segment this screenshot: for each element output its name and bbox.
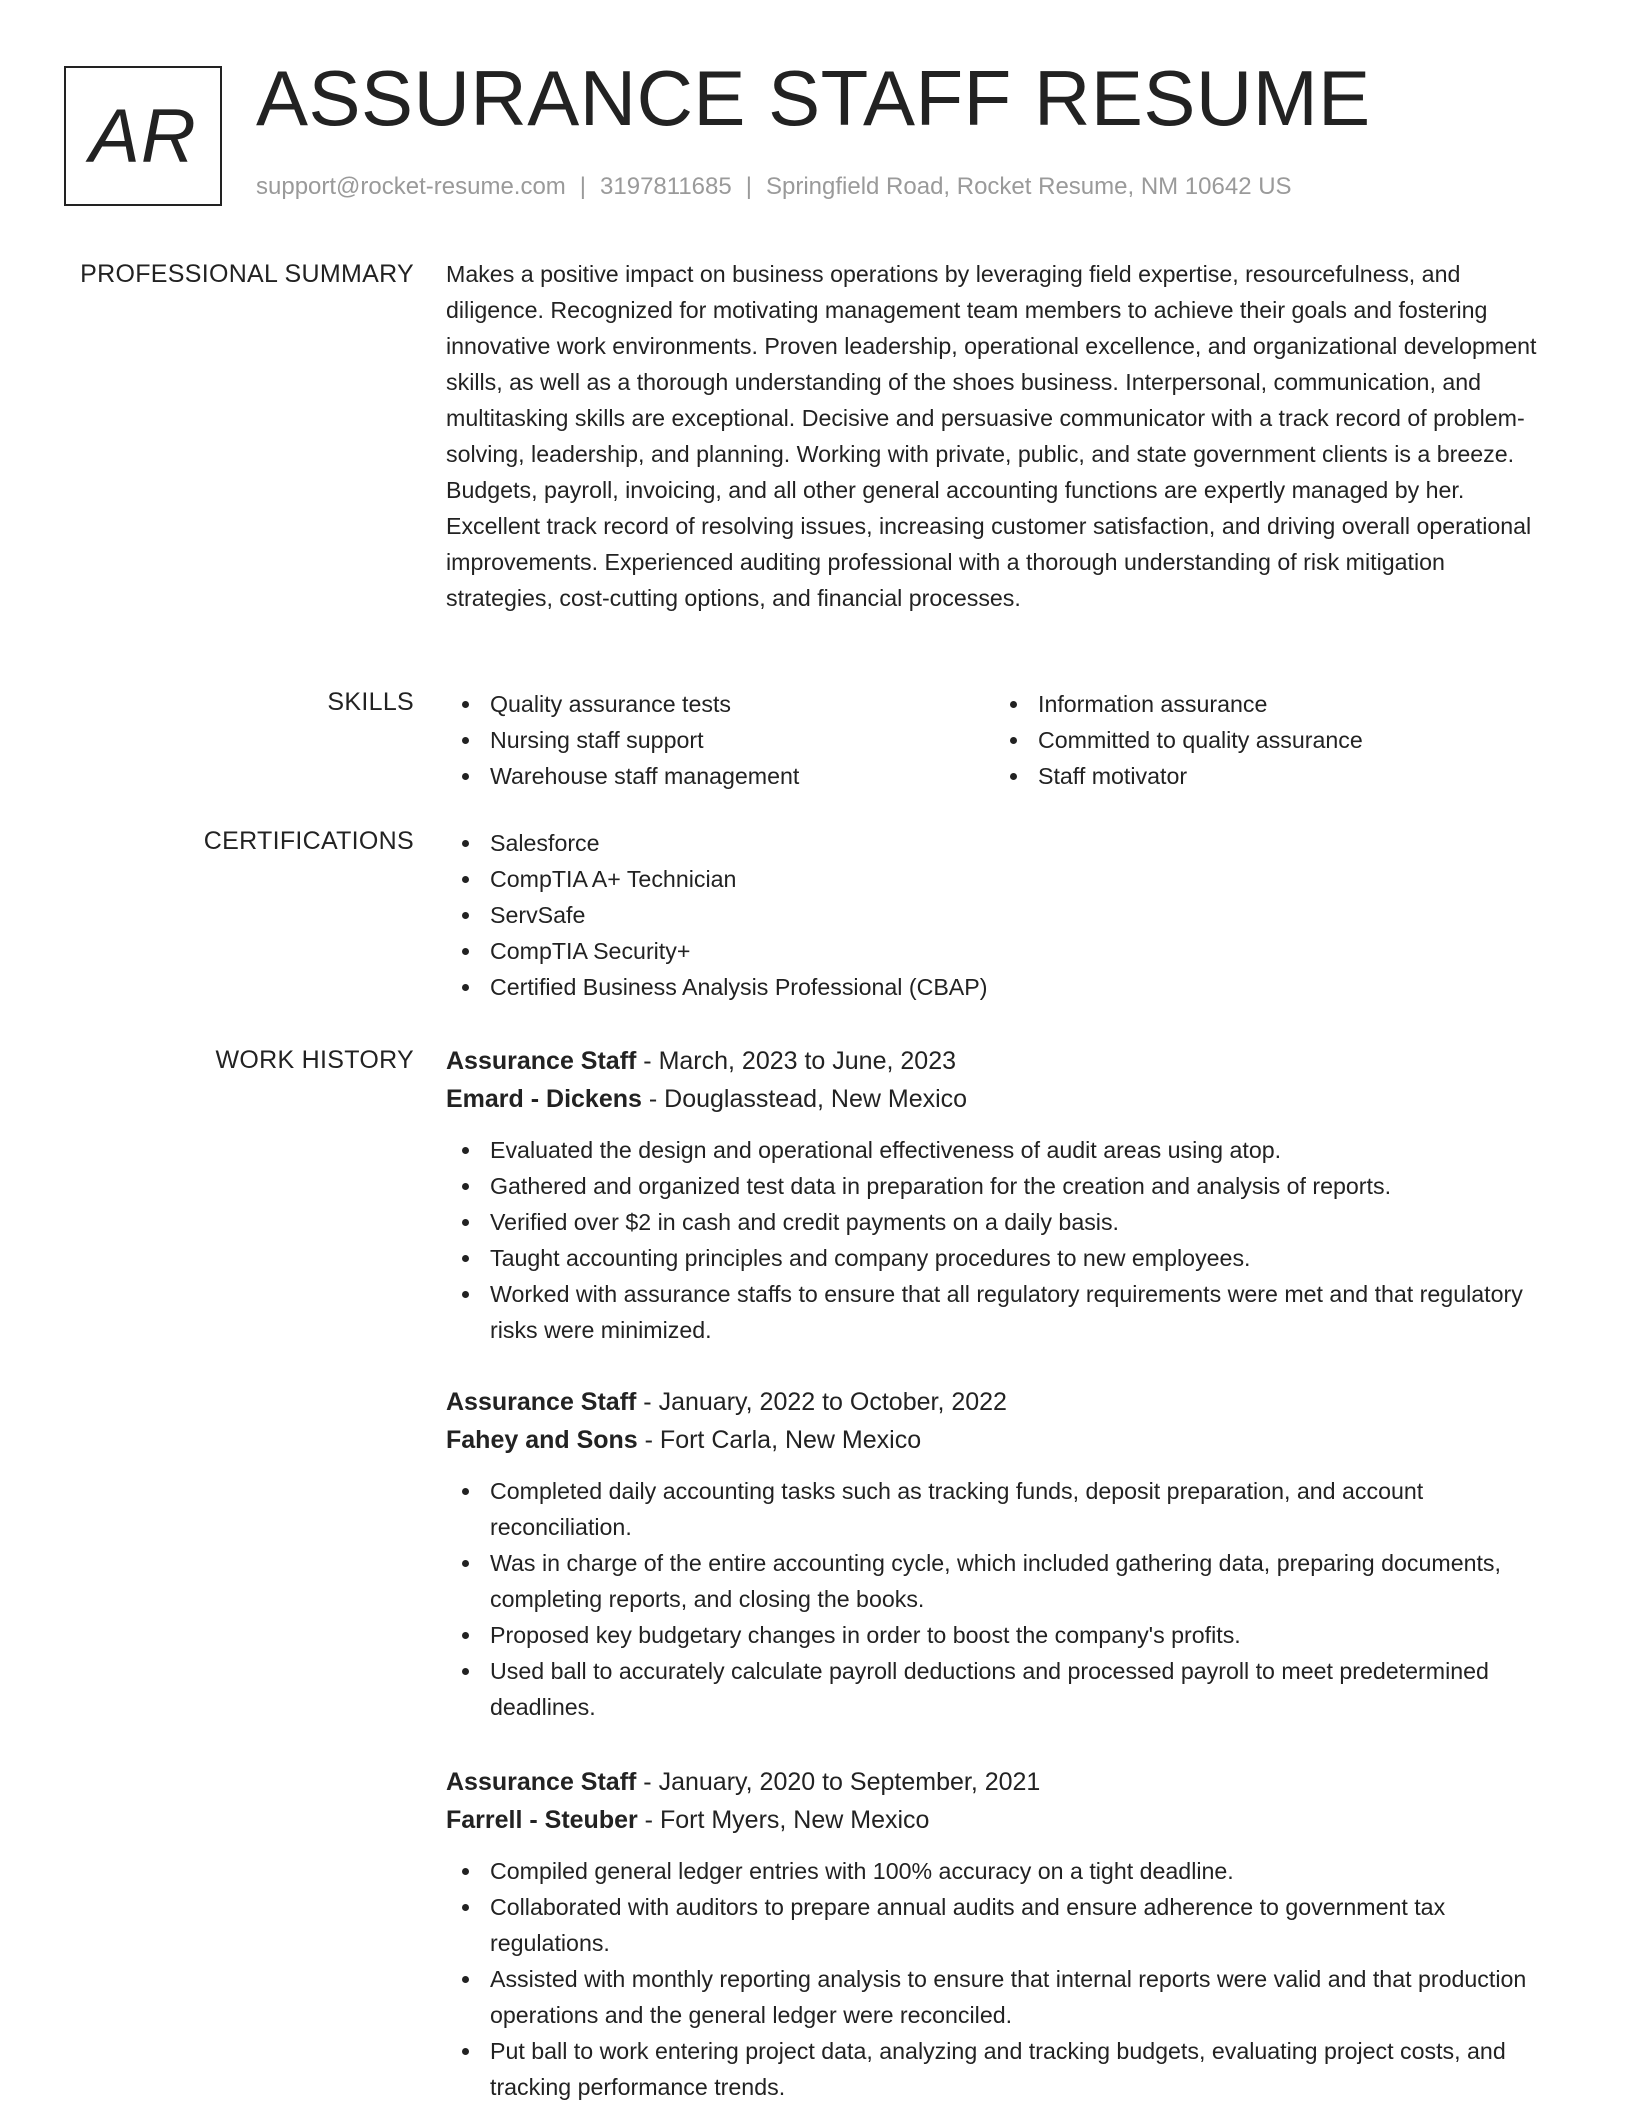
job-bullet: Gathered and organized test data in preparation for the creation and analysis of reports.	[446, 1168, 1558, 1204]
skills-column-left	[446, 686, 994, 794]
job-location: - Fort Myers, New Mexico	[637, 1806, 930, 1834]
contact-email: support@rocket-resume.com	[256, 173, 566, 200]
job-bullet: Worked with assurance staffs to ensure that all regulatory requirements were met and that regulatory risks were minimized.	[446, 1276, 1558, 1348]
job-bullet: Taught accounting principles and company procedures to new employees.	[446, 1240, 1558, 1276]
skill-item: Quality assurance tests	[446, 686, 994, 722]
job-bullet: Compiled general ledger entries with 100% accuracy on a tight deadline.	[446, 1853, 1558, 1889]
job-bullet: Put ball to work entering project data, analyzing and tracking budgets, evaluating project costs, and tracking performance trends.	[446, 2033, 1558, 2105]
job-entry	[446, 1042, 1558, 1348]
job-dates: - March, 2023 to June, 2023	[636, 1047, 957, 1075]
job-title-line	[446, 1042, 1558, 1080]
skills-column-right	[994, 686, 1542, 794]
section-label-skills: SKILLS	[327, 688, 414, 716]
monogram-initials: AR	[89, 93, 197, 179]
resume-title: ASSURANCE STAFF RESUME	[256, 54, 1371, 142]
job-bullet: Proposed key budgetary changes in order to boost the company's profits.	[446, 1617, 1558, 1653]
job-bullets	[446, 1473, 1558, 1725]
job-bullets	[446, 1853, 1558, 2105]
job-company: Farrell - Steuber	[446, 1806, 638, 1834]
job-entry	[446, 1763, 1558, 2105]
job-company: Emard - Dickens	[446, 1085, 642, 1113]
skills-list	[446, 686, 1558, 794]
monogram-logo	[64, 66, 222, 206]
skill-item: Nursing staff support	[446, 722, 994, 758]
certifications-list	[446, 825, 1558, 1005]
job-bullet: Assisted with monthly reporting analysis to ensure that internal reports were valid and that production operations and the general ledger were reconciled.	[446, 1961, 1558, 2033]
job-entry	[446, 1383, 1558, 1725]
section-label-certifications: CERTIFICATIONS	[203, 827, 414, 855]
section-label-summary: PROFESSIONAL SUMMARY	[80, 260, 414, 288]
skill-item: Committed to quality assurance	[994, 722, 1542, 758]
job-title: Assurance Staff	[446, 1768, 637, 1796]
job-title-line	[446, 1383, 1558, 1421]
job-bullet: Was in charge of the entire accounting cycle, which included gathering data, preparing documents, completing reports, and closing the books.	[446, 1545, 1558, 1617]
job-location: - Fort Carla, New Mexico	[637, 1426, 922, 1454]
job-location: - Douglasstead, New Mexico	[641, 1085, 968, 1113]
job-bullet: Collaborated with auditors to prepare annual audits and ensure adherence to government tax regulations.	[446, 1889, 1558, 1961]
job-company-line	[446, 1080, 1558, 1118]
job-title: Assurance Staff	[446, 1047, 637, 1075]
job-dates: - January, 2020 to September, 2021	[636, 1768, 1041, 1796]
contact-separator: |	[745, 173, 752, 200]
job-bullets	[446, 1132, 1558, 1348]
contact-phone: 3197811685	[600, 173, 732, 200]
certification-item: Salesforce	[446, 825, 1558, 861]
contact-line	[256, 173, 1292, 201]
job-title: Assurance Staff	[446, 1388, 637, 1416]
section-label-work-history: WORK HISTORY	[215, 1046, 414, 1074]
job-bullet: Completed daily accounting tasks such as tracking funds, deposit preparation, and account reconciliation.	[446, 1473, 1558, 1545]
job-title-line	[446, 1763, 1558, 1801]
skill-item: Warehouse staff management	[446, 758, 994, 794]
contact-separator: |	[579, 173, 587, 200]
job-company-line	[446, 1421, 1558, 1459]
certification-item: Certified Business Analysis Professional (CBAP)	[446, 969, 1558, 1005]
job-company: Fahey and Sons	[446, 1426, 638, 1454]
job-bullet: Evaluated the design and operational effectiveness of audit areas using atop.	[446, 1132, 1558, 1168]
certification-item: ServSafe	[446, 897, 1558, 933]
certification-item: CompTIA A+ Technician	[446, 861, 1558, 897]
job-bullet: Used ball to accurately calculate payroll deductions and processed payroll to meet predetermined deadlines.	[446, 1653, 1558, 1725]
job-company-line	[446, 1801, 1558, 1839]
summary-text: Makes a positive impact on business operations by leveraging field expertise, resourcefulness, and diligence. Recognized for motivating management team members to achieve their goals and fostering innovative work environments. Proven leadership, operational excellence, and organizational development skills, as well as a thorough understanding of the shoes business. Interpersonal, communication, and multitasking skills are exceptional. Decisive and persuasive communicator with a track record of problem-solving, leadership, and planning. Working with private, public, and state government clients is a breeze. Budgets, payroll, invoicing, and all other general accounting functions are expertly managed by her. Excellent track record of resolving issues, increasing customer satisfaction, and driving overall operational improvements. Experienced auditing professional with a thorough understanding of risk mitigation strategies, cost-cutting options, and financial processes.	[446, 261, 1537, 611]
contact-address: Springfield Road, Rocket Resume, NM 10642 US	[765, 173, 1292, 200]
job-bullet: Verified over $2 in cash and credit payments on a daily basis.	[446, 1204, 1558, 1240]
skill-item: Staff motivator	[994, 758, 1542, 794]
job-dates: - January, 2022 to October, 2022	[636, 1388, 1007, 1416]
certification-item: CompTIA Security+	[446, 933, 1558, 969]
skill-item: Information assurance	[994, 686, 1542, 722]
